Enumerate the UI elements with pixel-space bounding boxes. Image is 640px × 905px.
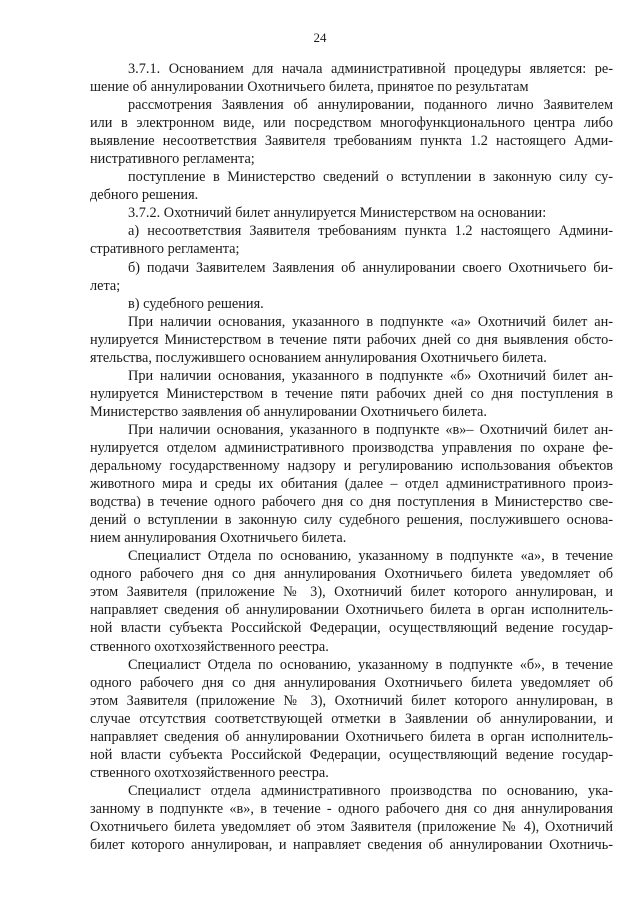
text-line: рассмотрения Заявления об аннулировании, поданного лично Заявителем — [128, 97, 613, 114]
page-number: 24 — [313, 30, 327, 45]
text-line: выявление несоответствия Заявителя требованиям пункта 1.2 настоящего Адми- — [90, 133, 613, 150]
text-line: стративного регламента; — [90, 241, 240, 258]
text-line: этом Заявителя (приложение № 3), Охотничий билет которого аннулирован, в — [90, 692, 613, 709]
document-body — [90, 60, 613, 854]
text-line: ственного охотхозяйственного реестра. — [90, 764, 329, 781]
text-line: одного рабочего дня со дня аннулирования Охотничьего билета уведомляет об — [90, 674, 613, 691]
text-line: Министерство заявления об аннулировании Охотничьего билета. — [90, 403, 487, 420]
text-line: Специалист Отдела по основанию, указанному в подпункте «б», в течение — [128, 656, 613, 673]
text-line: шение об аннулировании Охотничьего билета, принятое по результатам — [90, 79, 529, 96]
text-line: ственного охотхозяйственного реестра. — [90, 638, 329, 655]
text-line: Специалист Отдела по основанию, указанному в подпункте «а», в течение — [128, 548, 613, 565]
text-line: 3.7.2. Охотничий билет аннулируется Министерством на основании: — [128, 205, 547, 222]
text-line: нистративного регламента; — [90, 151, 255, 168]
text-line: нулируется отделом административного производства управления по охране фе- — [90, 439, 613, 456]
text-line: Охотничьего билета уведомляет об этом Заявителя (приложение № 4), Охотничий — [90, 818, 613, 835]
text-line: При наличии основания, указанного в подпункте «а» Охотничий билет ан- — [128, 313, 613, 330]
text-line: занному в подпункте «в», в течение - одного рабочего дня со дня аннулирования — [90, 800, 613, 817]
text-line: нулируется Министерством в течение пяти рабочих дней со дня поступления в — [90, 385, 613, 402]
text-line: ной власти субъекта Российской Федерации, осуществляющий ведение государ- — [90, 746, 613, 763]
text-line: билет которого аннулирован, и направляет сведения об аннулировании Охотничь- — [90, 837, 613, 854]
text-line: этом Заявителя (приложение № 3), Охотничий билет которого аннулирован, и — [90, 584, 613, 601]
text-line: одного рабочего дня со дня аннулирования Охотничьего билета уведомляет об — [90, 566, 613, 583]
text-line: животного мира и среды их обитания (далее – отдел административного произ- — [90, 476, 613, 493]
text-line: лета; — [90, 277, 121, 294]
text-line: а) несоответствия Заявителя требованиям пункта 1.2 настоящего Админи- — [128, 223, 613, 240]
text-line: 3.7.1. Основанием для начала административной процедуры является: ре- — [128, 61, 613, 77]
text-line: б) подачи Заявителем Заявления об аннулировании своего Охотничьего би- — [128, 259, 613, 276]
text-line: направляет сведения об аннулировании Охотничьего билета в орган исполнитель- — [90, 728, 613, 745]
text-line: При наличии основания, указанного в подпункте «б» Охотничий билет ан- — [128, 367, 613, 384]
text-line: поступление в Министерство сведений о вступлении в законную силу су- — [128, 169, 613, 186]
text-line: случае отсутствия соответствующей отметки в Заявлении об аннулировании, и — [90, 710, 613, 727]
text-line: нием аннулирования Охотничьего билета. — [90, 530, 347, 547]
text-line: деральному государственному надзору и регулированию использования объектов — [90, 458, 613, 475]
text-line: дебного решения. — [90, 187, 199, 204]
text-line: в) судебного решения. — [128, 295, 264, 312]
text-line: дений о вступлении в законную силу судебного решения, послужившего основа- — [90, 512, 613, 529]
text-line: или в электронном виде, или посредством многофункционального центра либо — [90, 115, 613, 132]
text-line: При наличии основания, указанного в подпункте «в»– Охотничий билет ан- — [128, 421, 613, 438]
text-line: ной власти субъекта Российской Федерации, осуществляющий ведение государ- — [90, 620, 613, 637]
text-line: направляет сведения об аннулировании Охотничьего билета в орган исполнитель- — [90, 602, 613, 619]
text-line: Специалист отдела административного производства по основанию, ука- — [128, 782, 613, 799]
text-line: водства) в течение одного рабочего дня со дня поступления в Министерство све- — [90, 494, 613, 511]
text-line: ятельства, послужившего основанием аннулирования Охотничьего билета. — [90, 349, 547, 366]
text-line: нулируется Министерством в течение пяти рабочих дней со дня выявления обсто- — [90, 331, 613, 348]
